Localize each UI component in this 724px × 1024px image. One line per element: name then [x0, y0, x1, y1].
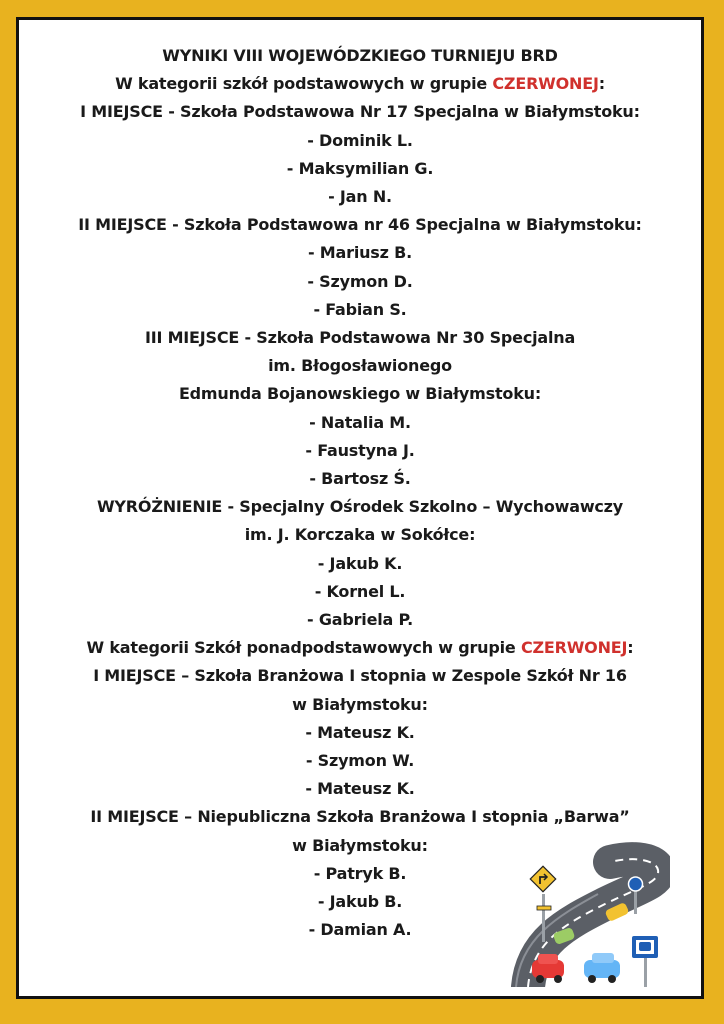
- student-name: - Jan N.: [328, 187, 392, 207]
- place1-secondary-title: w Białymstoku:: [292, 694, 428, 714]
- place1-secondary-title: I MIEJSCE – Szkoła Branżowa I stopnia w Zespole Szkół Nr 16: [93, 666, 627, 686]
- bus-stop-sign-icon: [632, 936, 658, 987]
- category-secondary-suffix: :: [627, 638, 634, 658]
- category-primary-highlight: CZERWONEJ: [492, 74, 599, 94]
- category-secondary-heading: [19, 634, 701, 662]
- category-primary-suffix: :: [598, 74, 605, 94]
- results-text: [19, 42, 701, 945]
- student-name: - Maksymilian G.: [286, 158, 434, 178]
- place3-primary-title: im. Błogosławionego: [268, 356, 452, 376]
- student-name: - Fabian S.: [313, 299, 407, 319]
- student-name: - Kornel L.: [314, 581, 406, 601]
- place3-primary-title: III MIEJSCE - Szkoła Podstawowa Nr 30 Specjalna: [144, 328, 576, 348]
- student-name: - Mateusz K.: [305, 722, 415, 742]
- place2-secondary-title: w Białymstoku:: [292, 835, 428, 855]
- student-name: - Patryk B.: [313, 863, 407, 883]
- student-name: - Bartosz Ś.: [309, 469, 411, 489]
- category-secondary-highlight: CZERWONEJ: [520, 638, 628, 658]
- category-secondary-prefix: W kategorii Szkół ponadpodstawowych w grupie: [86, 638, 521, 658]
- student-name: - Jakub B.: [317, 892, 403, 912]
- student-name: - Natalia M.: [309, 412, 411, 432]
- road-illustration: [510, 842, 670, 987]
- place2-secondary-title: II MIEJSCE – Niepubliczna Szkoła Branżowa I stopnia „Barwa”: [90, 807, 630, 827]
- student-name: - Szymon W.: [305, 751, 415, 771]
- student-name: - Jakub K.: [317, 553, 403, 573]
- student-name: - Dominik L.: [307, 130, 413, 150]
- distinction-title: im. J. Korczaka w Sokółce:: [244, 525, 476, 545]
- category-primary-heading: [19, 70, 701, 98]
- page-title: WYNIKI VIII WOJEWÓDZKIEGO TURNIEJU BRD: [162, 46, 558, 65]
- student-name: - Mariusz B.: [308, 243, 412, 263]
- student-name: - Damian A.: [308, 920, 412, 940]
- place1-primary-title: I MIEJSCE - Szkoła Podstawowa Nr 17 Specjalna w Białymstoku:: [80, 102, 640, 122]
- place3-primary-title: Edmunda Bojanowskiego w Białymstoku:: [178, 384, 542, 404]
- student-name: - Faustyna J.: [305, 440, 415, 460]
- student-name: - Szymon D.: [307, 271, 413, 291]
- category-primary-prefix: W kategorii szkół podstawowych w grupie: [115, 74, 493, 94]
- distinction-title: WYRÓŻNIENIE - Specjalny Ośrodek Szkolno – Wychowawczy: [96, 497, 624, 517]
- place2-primary-title: II MIEJSCE - Szkoła Podstawowa nr 46 Specjalna w Białymstoku:: [78, 215, 642, 235]
- student-name: - Mateusz K.: [305, 779, 415, 799]
- student-name: - Gabriela P.: [307, 610, 413, 630]
